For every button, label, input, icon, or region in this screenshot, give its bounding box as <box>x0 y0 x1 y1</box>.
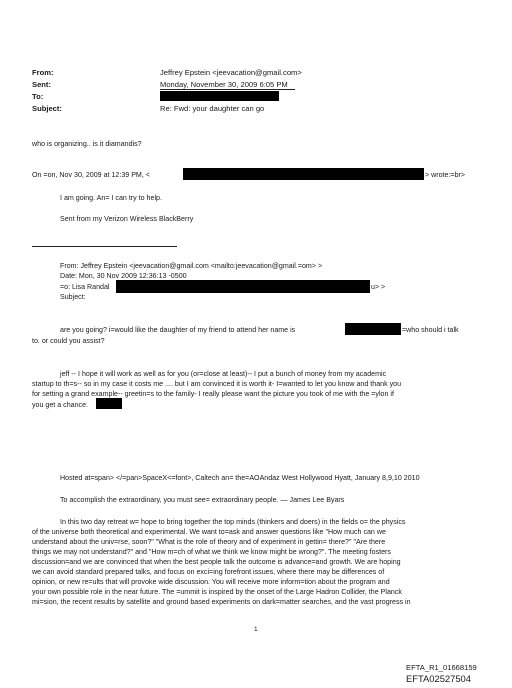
subject-label: Subject: <box>32 104 62 113</box>
redaction-small <box>96 398 122 409</box>
fwd-to-prefix: =o: Lisa Randal <box>60 283 110 291</box>
separator-rule <box>32 246 177 247</box>
body-line-organizing: who is organizing.. is it diamandis? <box>32 140 142 148</box>
redaction-recipient <box>116 280 370 293</box>
fwd-subject-line: Subject: <box>60 293 86 301</box>
retreat-line-1: In this two day retreat w= hope to bring together the top minds (thinkers and doers) in the fields o= the physics <box>60 518 406 526</box>
from-value: Jeffrey Epstein <jeevacation@gmail.com> <box>160 68 302 77</box>
footer-id-2: EFTA02527504 <box>406 673 471 684</box>
sent-underline <box>160 89 295 90</box>
question-part1: are you going? i=would like the daughter of my friend to attend her name is <box>60 326 296 334</box>
from-label: From: <box>32 68 54 77</box>
retreat-line-7: opinion, or new re=ults that will provoke wide discussion. You will receive more inform=tion about the program and <box>32 578 390 586</box>
jeff-line-1: jeff -- I hope it will work as well as for you (or=close at least)-- I put a bunch of money from my academic <box>60 370 387 378</box>
fwd-to-suffix: u> > <box>371 283 386 291</box>
fwd-date-line: Date: Mon, 30 Nov 2009 12:36:13 -0500 <box>60 272 187 280</box>
sent-label: Sent: <box>32 80 51 89</box>
jeff-line-4: you get a chance. <box>32 401 89 409</box>
retreat-line-4: things we may not understand?" and "How m=ch of what we think we know might be wrong?". The meeting fosters <box>32 548 391 556</box>
retreat-line-5: discussion=and we are convinced that when the best people talk the outcome is advance=and growth. We are hoping <box>32 558 401 566</box>
question-part3: to. or could you assist? <box>32 337 105 345</box>
hosted-line: Hosted at=span> </=pan>SpaceX<=font>, Caltech an= the=AOAndaz West Hollywood Hyatt, January 8,9,10 2010 <box>60 474 420 482</box>
retreat-line-3: understand about the univ=rse, soon?" "What is the role of theory and of experiment in gettin= there?" "Are there <box>32 538 386 546</box>
retreat-line-9: mi=sion, the recent results by satellite and ground based experiments on dark=matter searches, and the vast progress in <box>32 598 411 606</box>
retreat-line-2: of the universe both theoretical and experimental. We want to=ask and answer questions like "How much can we <box>32 528 386 536</box>
quote-line: To accomplish the extraordinary, you must see= extraordinary people. — James Lee Byars <box>60 496 345 504</box>
fwd-from-line: From: Jeffrey Epstein <jeevacation@gmail.com <mailto:jeevacation@gmail.=om> > <box>60 262 323 270</box>
retreat-line-6: we can avoid standard prepared talks, and focus on exci=ing forefront issues, where there may be differences of <box>32 568 385 576</box>
redaction-name <box>345 323 401 335</box>
sent-from-line: Sent from my Verizon Wireless BlackBerry <box>60 215 194 223</box>
going-line: I am going. An= I can try to help. <box>60 194 162 202</box>
wrote-suffix: > wrote:=br> <box>425 171 466 179</box>
sent-value: Monday, November 30, 2009 6:05 PM <box>160 80 288 89</box>
question-part2: =who should i talk <box>402 326 459 334</box>
jeff-line-3: for setting a grand example-- greetin=s to the family- I really please want the picture you took of me with the =ylon if <box>32 390 394 398</box>
redaction-to <box>160 91 279 101</box>
subject-value: Re: Fwd: your daughter can go <box>160 104 265 113</box>
jeff-line-2: startup to th=s-- so in my case it costs me .... but I am convinced it is worth it- I=wanted to let you know and thank you <box>32 380 402 388</box>
retreat-line-8: your own possible role in the near future. The =ummit is inspired by the onset of the Large Hadron Collider, the Planck <box>32 588 402 596</box>
page-number: 1 <box>254 626 258 633</box>
to-label: To: <box>32 92 44 101</box>
footer-id-1: EFTA_R1_01668159 <box>406 663 477 672</box>
redaction-sender <box>183 168 424 180</box>
on-date-line: On =on, Nov 30, 2009 at 12:39 PM, < <box>32 171 150 179</box>
